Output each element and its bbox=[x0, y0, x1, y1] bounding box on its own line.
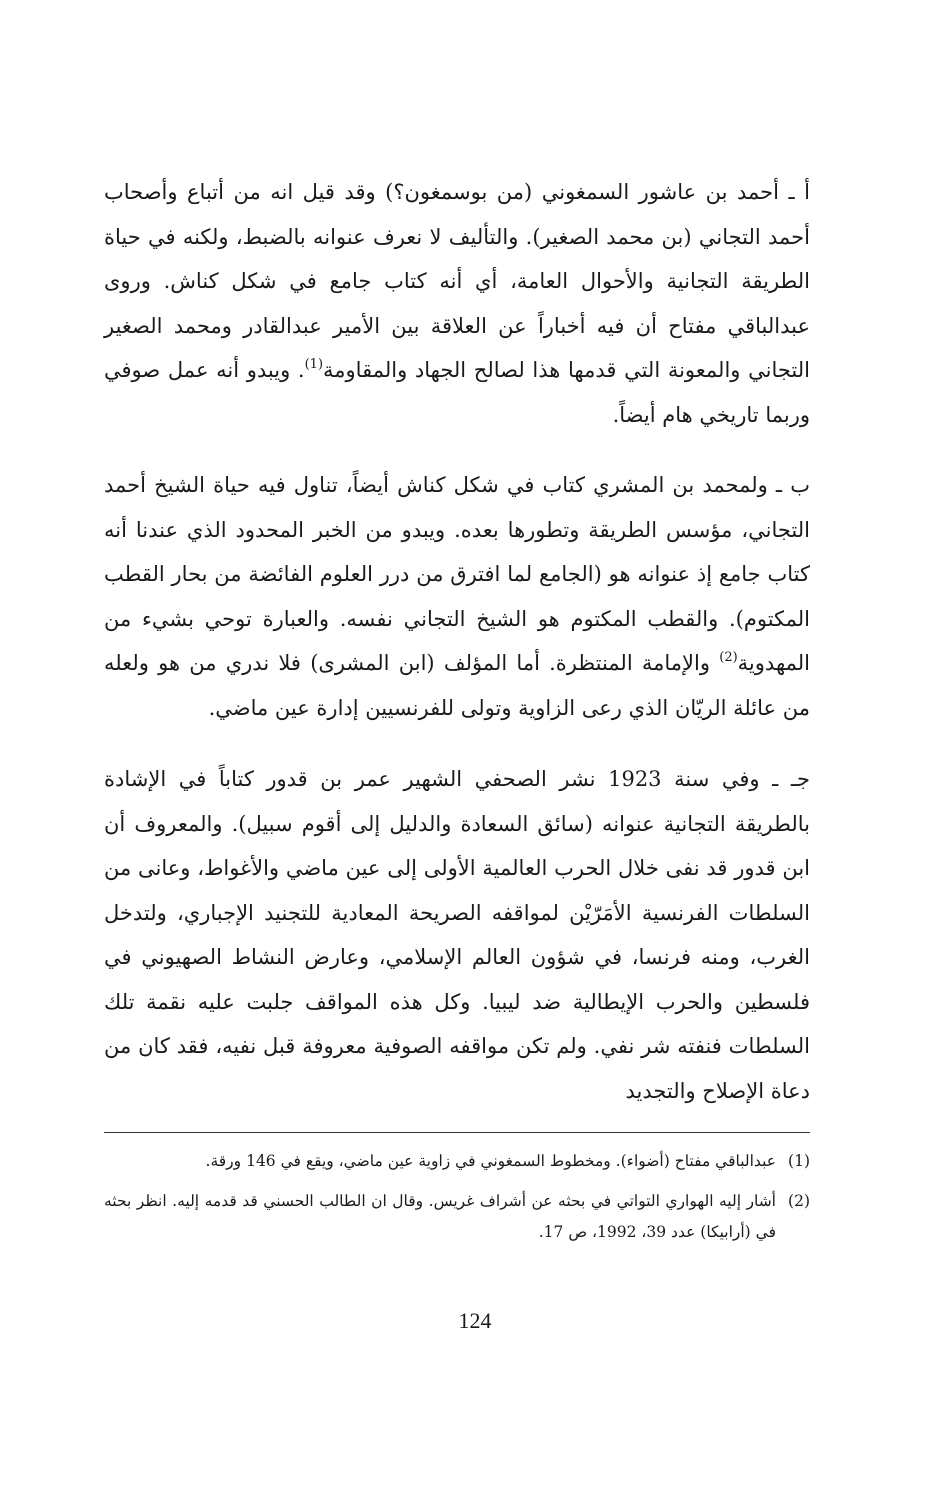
paragraph-b-text: ب ـ ولمحمد بن المشري كتاب في شكل كناش أيضاً، تناول فيه حياة الشيخ أحمد التجاني، مؤسس الطريقة وتطورها بعده. ويبدو من الخبر المحدود الذي عندنا أنه كتاب جامع إذ عنوانه هو (الجامع لما افترق من درر العلوم الفائضة من بحار القطب المكتوم). والقطب المكتوم هو الشيخ التجاني نفسه. والعبارة توحي بشيء من المهدوية bbox=[104, 473, 810, 675]
footnote-text: أشار إليه الهواري التواتي في بحثه عن أشراف غريس. وقال ان الطالب الحسني قد قدمه إليه. انظر بحثه في (أرابيكا) عدد 39، 1992، ص 17. bbox=[104, 1192, 776, 1241]
footnote-text: عبدالباقي مفتاح (أضواء). ومخطوط السمغوني في زاوية عين ماضي، ويقع في 146 ورقة. bbox=[205, 1152, 776, 1170]
footnote-number: (1) bbox=[788, 1152, 810, 1170]
page-number: 124 bbox=[458, 1308, 492, 1333]
paragraph-b-text-end: والإمامة المنتظرة. أما المؤلف (ابن المشرى) فلا ندري من هو ولعله من عائلة الريّان الذي رعى الزاوية وتولى للفرنسيين إدارة عين ماضي. bbox=[104, 651, 810, 720]
paragraph-a bbox=[104, 170, 810, 437]
paragraph-a-text: أ ـ أحمد بن عاشور السمغوني (من بوسمغون؟) وقد قيل انه من أتباع وأصحاب أحمد التجاني (بن محمد الصغير). والتأليف لا نعرف عنوانه بالضبط، ولكنه في حياة الطريقة التجانية والأحوال العامة، أي أنه كتاب جامع في شكل كناش. وروى عبدالباقي مفتاح أن فيه أخباراً عن العلاقة بين الأمير عبدالقادر ومحمد الصغير التجاني والمعونة التي قدمها هذا لصالح الجهاد والمقاومة bbox=[104, 180, 810, 382]
footnote-1 bbox=[104, 1146, 810, 1177]
paragraph-c bbox=[104, 757, 810, 1113]
footnote-ref-2: (2) bbox=[719, 650, 738, 665]
footnotes bbox=[104, 1146, 810, 1257]
footnote-2 bbox=[104, 1186, 810, 1248]
footnote-ref-1: (1) bbox=[304, 357, 324, 372]
footnote-number: (2) bbox=[788, 1192, 810, 1210]
paragraph-b bbox=[104, 463, 810, 730]
footnote-separator bbox=[104, 1132, 810, 1133]
paragraph-a-text-end: . ويبدو أنه عمل صوفي وربما تاريخي هام أيضاً. bbox=[104, 358, 810, 427]
paragraph-c-text: جـ ـ وفي سنة 1923 نشر الصحفي الشهير عمر بن قدور كتاباً في الإشادة بالطريقة التجانية عنوانه (سائق السعادة والدليل إلى أقوم سبيل). والمعروف أن ابن قدور قد نفى خلال الحرب العالمية الأولى إلى عين ماضي والأغواط، وعانى من السلطات الفرنسية الأمَرّيْن لمواقفه الصريحة المعادية للتجنيد الإجباري، ولتدخل الغرب، ومنه فرنسا، في شؤون العالم الإسلامي، وعارض النشاط الصهيوني في فلسطين والحرب الإيطالية ضد ليبيا. وكل هذه المواقف جلبت عليه نقمة تلك السلطات فنفته شر نفي. ولم تكن مواقفه الصوفية معروفة قبل نفيه، فقد كان من دعاة الإصلاح والتجديد bbox=[104, 767, 811, 1103]
